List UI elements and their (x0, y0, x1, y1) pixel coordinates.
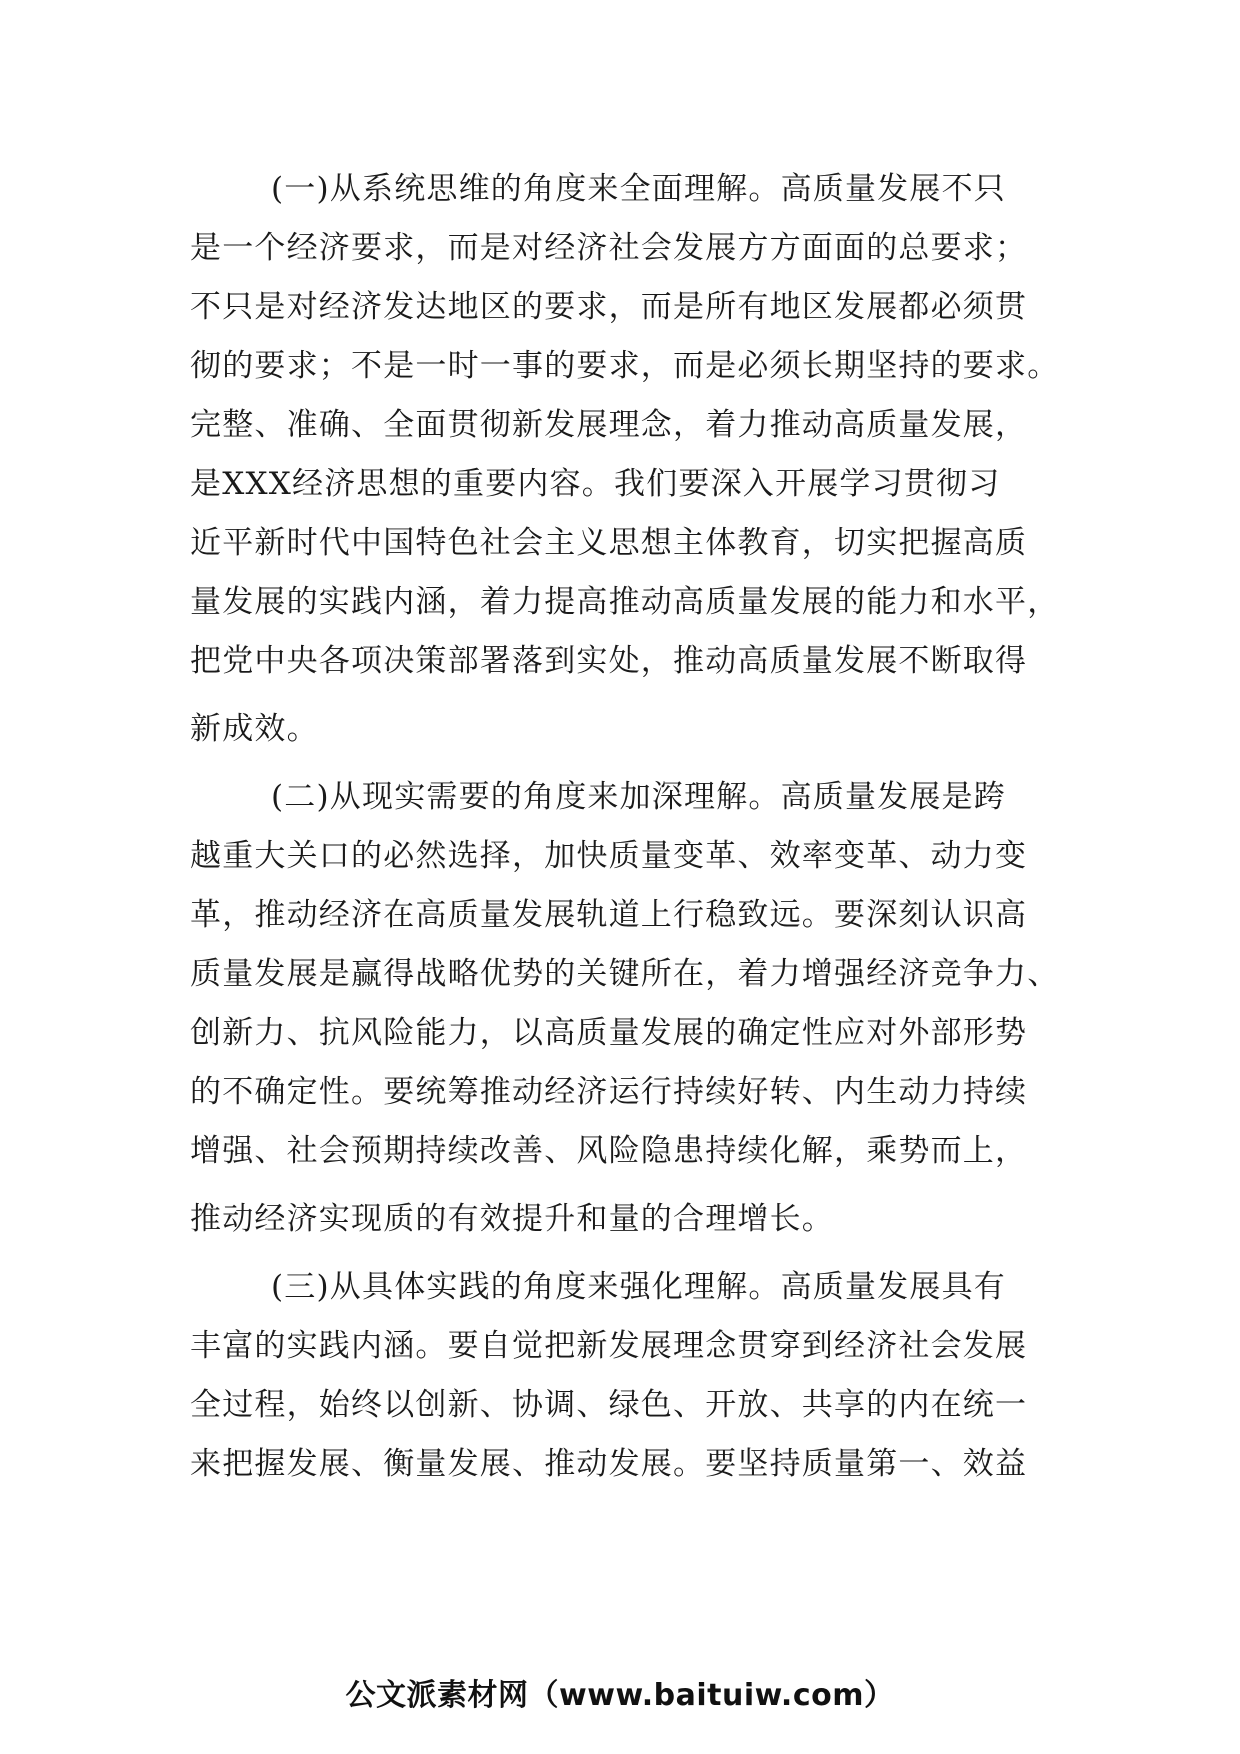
paragraph-3-line-4: 来把握发展、衡量发展、推动发展。要坚持质量第一、效益 (190, 1446, 1028, 1482)
paragraph-1-line-8: 量发展的实践内涵，着力提高推动高质量发展的能力和水平， (190, 584, 1060, 620)
paragraph-1-line-5: 完整、准确、全面贯彻新发展理念，着力推动高质量发展， (190, 407, 1028, 443)
paragraph-2-line-5: 创新力、抗风险能力，以高质量发展的确定性应对外部形势 (190, 1015, 1028, 1051)
paragraph-2-line-4: 质量发展是赢得战略优势的关键所在，着力增强经济竞争力、 (190, 956, 1060, 992)
paragraph-2-line-7: 增强、社会预期持续改善、风险隐患持续化解，乘势而上， (190, 1133, 1028, 1169)
paragraph-1-line-2: 是一个经济要求，而是对经济社会发展方方面面的总要求； (190, 230, 1028, 266)
document-body (190, 160, 1080, 1494)
paragraph-2-line-2: 越重大关口的必然选择，加快质量变革、效率变革、动力变 (190, 838, 1028, 874)
paragraph-2-line-1: (二)从现实需要的角度来加深理解。高质量发展是跨 (271, 779, 1006, 815)
paragraph-1-line-7: 近平新时代中国特色社会主义思想主体教育，切实把握高质 (190, 525, 1028, 561)
paragraph-1-line-3: 不只是对经济发达地区的要求，而是所有地区发展都必须贯 (190, 289, 1028, 325)
paragraph-2-line-6: 的不确定性。要统筹推动经济运行持续好转、内生动力持续 (190, 1074, 1028, 1110)
paragraph-3-line-3: 全过程，始终以创新、协调、绿色、开放、共享的内在统一 (190, 1387, 1028, 1423)
paragraph-1-line-10: 新成效。 (190, 711, 319, 747)
paragraph-1-line-6: 是XXX经济思想的重要内容。我们要深入开展学习贯彻习 (190, 466, 1001, 502)
paragraph-2-line-8: 推动经济实现质的有效提升和量的合理增长。 (190, 1201, 834, 1237)
paragraph-1-line-9: 把党中央各项决策部署落到实处，推动高质量发展不断取得 (190, 643, 1028, 679)
paragraph-1-line-1: (一)从系统思维的角度来全面理解。高质量发展不只 (271, 171, 1006, 207)
paragraph-3-line-1: (三)从具体实践的角度来强化理解。高质量发展具有 (271, 1269, 1006, 1305)
paragraph-1-line-4: 彻的要求；不是一时一事的要求，而是必须长期坚持的要求。 (190, 348, 1060, 384)
paragraph-2-line-3: 革，推动经济在高质量发展轨道上行稳致远。要深刻认识高 (190, 897, 1028, 933)
footer-watermark: 公文派素材网（www.baituiw.com） (345, 1678, 895, 1713)
paragraph-3-line-2: 丰富的实践内涵。要自觉把新发展理念贯穿到经济社会发展 (190, 1328, 1028, 1364)
